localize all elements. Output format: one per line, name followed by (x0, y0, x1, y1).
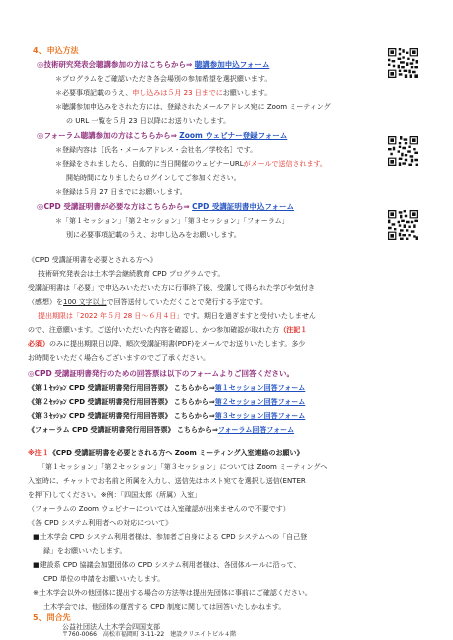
note-1-marker: ※注１ (28, 449, 49, 457)
note-line-5: （フォーラムの Zoom ウェビナーについては入室確認が出来ませんので不要です） (28, 505, 290, 513)
forum-line-3: 開始時間になりましたらログインしてご参加ください。 (66, 174, 241, 182)
answer-form-label-3: 《第３ｾｯｼｮﾝ CPD 受講証明書発行用回答票》 こちらから⇒ (28, 412, 215, 420)
cpd-detail-p3c: で回答送付していただくことで発行する予定です。 (106, 298, 268, 306)
tech-heading (37, 61, 269, 69)
forum-line-2 (55, 161, 327, 168)
qr-code-icon (388, 136, 418, 166)
note-line-3: 入室時に、チャットでお名前と所属を入力し、送信先はホスト宛てを選択し送信(ENTER (28, 477, 306, 485)
answer-form-row-3 (28, 413, 305, 420)
cpd-detail-p3b: 100 文字以上 (63, 298, 107, 306)
cpd-line-2: 別に必要事項記載のうえ、お申し込みをお願いします。 (66, 231, 241, 239)
answer-form-row-4 (28, 427, 294, 434)
cpd-detail-p6b: のみに提出期限日以降、順次受講証明書(PDF)をメールでお送りいたします。多少 (49, 340, 306, 348)
cpd-detail-p4b: です。期日を過ぎますと受付いたしません (183, 312, 316, 320)
note-1-title (28, 450, 304, 457)
note-line-6: 《各 CPD システム利用者への対応について》 (28, 519, 173, 527)
tech-line-2a: ＊必要事項記載のうえ、 (55, 89, 133, 97)
section-title-contact: 5、問合先 (33, 613, 71, 622)
cpd-note-ref: （注記１ (279, 326, 308, 334)
answer-form-link-3[interactable]: 第３セッション回答フォーム (214, 412, 306, 420)
answer-form-label-4: 《フォーラム CPD 受講証明書発行用回答票》 こちらから⇒ (28, 426, 218, 434)
note-line-2: 「第１セッション」「第２セッション」「第３セッション」については Zoom ミーティングへ (38, 463, 328, 471)
cpd-detail-title: 《CPD 受講証明書を必要とされる方へ》 (28, 256, 157, 264)
note-line-11: ※土木学会以外の他団体に提出する場合の方法等は提出先団体に事前にご確認ください。 (33, 589, 312, 597)
forum-line-4: ＊登録は５月 27 日までにお願いします。 (55, 188, 187, 196)
forum-line-2b: がメールで送信されます。 (243, 160, 327, 168)
cpd-detail-p2: 受講証明書は「必要」で申込みいただいた方に行事終了後、受講して得られた学びや気付き (28, 284, 315, 292)
answer-form-link-4[interactable]: フォーラム回答フォーム (217, 426, 295, 434)
cpd-note-required: 必須） (28, 340, 49, 348)
answer-form-label-2: 《第２ｾｯｼｮﾝ CPD 受講証明書発行用回答票》 こちらから⇒ (28, 398, 215, 406)
note-1-heading: 《CPD 受講証明書を必要とされる方へ Zoom ミーティング入室連絡のお願い》 (48, 449, 304, 457)
cpd-detail-p5 (28, 327, 307, 334)
tech-line-2 (55, 90, 271, 97)
cpd-heading-label: ◎CPD 受講証明書が必要な方はこちらから⇒ (37, 202, 190, 211)
note-line-7: ■土木学会 CPD システム利用者様は、参加者ご自身による CPD システムへの「自己登 (33, 533, 308, 541)
tech-form-link[interactable]: 聴講参加申込フォーム (194, 60, 270, 69)
answer-form-row-1 (28, 385, 305, 392)
cpd-form-link[interactable]: CPD 受講証明書申込フォーム (192, 202, 295, 211)
cpd-deadline: 提出期限は「2022 年５月 28 日～６月４日」 (38, 312, 184, 320)
cpd-line-1: ＊「第１セッション」「第２セッション」「第３セッション」「フォーラム」 (55, 217, 289, 225)
forum-form-link[interactable]: Zoom ウェビナー登録フォーム (179, 131, 288, 140)
cpd-detail-p4 (38, 313, 316, 320)
note-line-10: CPD 単位の申請をお願いいたします。 (43, 575, 165, 583)
forum-heading (37, 132, 287, 140)
cpd-answer-heading: ◎CPD 受講証明書発行のための回答票は以下のフォームよりご回答ください。 (28, 369, 295, 378)
section-title-application: 4、申込方法 (33, 46, 79, 55)
cpd-heading (37, 203, 294, 211)
forum-line-1: ＊登録内容は［氏名・メールアドレス・会社名／学校名］です。 (55, 146, 258, 154)
answer-form-row-2 (28, 399, 305, 406)
cpd-detail-p7: お時間をいただく場合もございますのでご了承ください。 (28, 354, 210, 362)
cpd-detail-p5a: ので、注意願います。ご送付いただいた内容を確認し、かつ参加確認が取れた方 (28, 326, 280, 334)
cpd-detail-p3a: （感想）を (28, 298, 63, 306)
answer-form-link-1[interactable]: 第１セッション回答フォーム (214, 384, 306, 392)
tech-deadline: 申し込みは５月 23 日までに (132, 89, 223, 97)
note-line-9: ■建設系 CPD 協議会加盟団体の CPD システム利用者様は、各団体ルールに沿って、 (33, 561, 301, 569)
forum-heading-label: ◎フォーラム聴講参加の方はこちらから⇒ (37, 131, 177, 140)
answer-form-link-2[interactable]: 第２セッション回答フォーム (214, 398, 306, 406)
tech-heading-label: ◎技術研究発表会聴講参加の方はこちらから⇒ (37, 60, 193, 69)
cpd-detail-p3 (28, 299, 267, 306)
tech-line-4: の URL 一覧を５月 23 日以降にお送りいたします。 (66, 117, 231, 125)
note-line-8: 録」をお願いいたします。 (43, 547, 127, 555)
tech-line-3: ＊聴講参加申込みをされた方には、登録されたメールアドレス宛に Zoom ミーティング (55, 103, 331, 111)
cpd-detail-p6 (28, 341, 305, 348)
forum-line-2a: ＊登録をされましたら、自動的に当日開催のウェビナーURL (55, 160, 244, 168)
contact-address: 〒760-0066 高松市福岡町 3-11-22 建設クリエイトビル４階 (62, 631, 237, 638)
answer-form-label-1: 《第１ｾｯｼｮﾝ CPD 受講証明書発行用回答票》 こちらから⇒ (28, 384, 215, 392)
note-line-12: 土木学会では、他団体の運営する CPD 制度に関しては回答いたしかねます。 (43, 603, 286, 611)
cpd-detail-p1: 技術研究発表会は土木学会継続教育 CPD プログラムです。 (38, 270, 225, 278)
tech-line-2c: お願いします。 (222, 89, 272, 97)
note-line-4: を押下)してください。※例：「四国太郎（所属）入室」 (28, 491, 202, 499)
qr-code-icon (388, 48, 418, 78)
qr-code-icon (388, 210, 418, 240)
tech-line-1: ＊プログラムをご確認いただき各会場別の参加希望を選択願います。 (55, 75, 272, 83)
contact-org: 公益社団法人土木学会四国支部 (62, 623, 160, 631)
